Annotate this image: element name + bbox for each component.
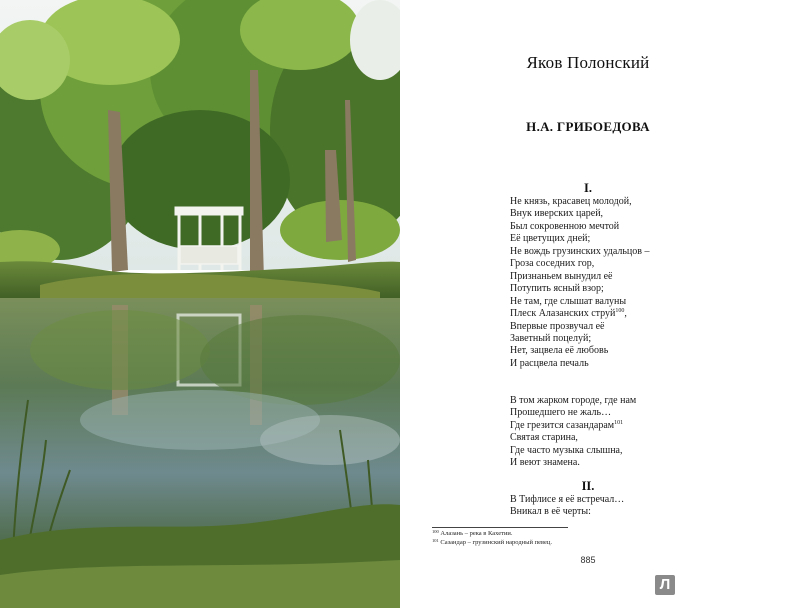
book-page bbox=[400, 0, 800, 608]
footnote-ref: 101 bbox=[614, 419, 624, 426]
footnote: $^{100}$ Алазань – река в Кахетии. bbox=[432, 529, 513, 537]
labirint-logo-icon: Л bbox=[655, 575, 675, 595]
verse-line: И веют знамена. bbox=[510, 457, 580, 469]
section-number: II. bbox=[581, 479, 595, 493]
verse-line: Гроза соседних гор, bbox=[510, 258, 595, 270]
verse-line: Нет, зацвела её любовь bbox=[510, 345, 609, 357]
section-number: I. bbox=[584, 181, 592, 195]
verse-line: И расцвела печаль bbox=[510, 357, 589, 369]
verse-line: Не вождь грузинских удальцов – bbox=[510, 245, 650, 257]
stanza bbox=[510, 494, 624, 519]
verse-line: Где грезится сазандарам$^{101}$ bbox=[510, 419, 624, 431]
footnote-ref: 100 bbox=[615, 308, 625, 315]
verse-line: Не князь, красавец молодой, bbox=[510, 196, 632, 207]
footnote-divider bbox=[432, 527, 568, 528]
verse-line: Заветный поцелуй; bbox=[510, 332, 592, 344]
stanza bbox=[510, 196, 650, 370]
poem-title: Н.А. ГРИБОЕДОВА bbox=[526, 119, 650, 134]
verse-line: Был сокровенною мечтой bbox=[510, 220, 620, 232]
verse-line: Плеск Алазанских струй$^{100}$, bbox=[510, 308, 627, 320]
verse-line: Признаньем вынудил её bbox=[510, 270, 613, 282]
verse-line: Святая старина, bbox=[510, 432, 578, 444]
verse-line: Где часто музыка слышна, bbox=[510, 444, 623, 456]
verse-line: Внук иверских царей, bbox=[510, 208, 604, 220]
footnote: $^{101}$ Сазандар – грузинский народный певец. bbox=[432, 537, 553, 546]
footnotes bbox=[432, 530, 552, 547]
verse-line: Прошедшего не жаль… bbox=[510, 407, 612, 419]
verse-line: Потупить ясный взор; bbox=[510, 283, 604, 295]
verse-line: Вникал в её черты: bbox=[510, 506, 591, 518]
verse-line: В том жарком городе, где нам bbox=[510, 395, 637, 406]
page-number: 885 bbox=[580, 555, 596, 565]
author-name: Яков Полонский bbox=[526, 53, 650, 72]
verse-line: Её цветущих дней; bbox=[510, 233, 591, 245]
verse-line: Не там, где слышат валуны bbox=[510, 295, 627, 307]
stanza bbox=[510, 395, 636, 470]
verse-line: Впервые прозвучал её bbox=[510, 320, 605, 332]
verse-line: В Тифлисе я её встречал… bbox=[510, 494, 625, 505]
